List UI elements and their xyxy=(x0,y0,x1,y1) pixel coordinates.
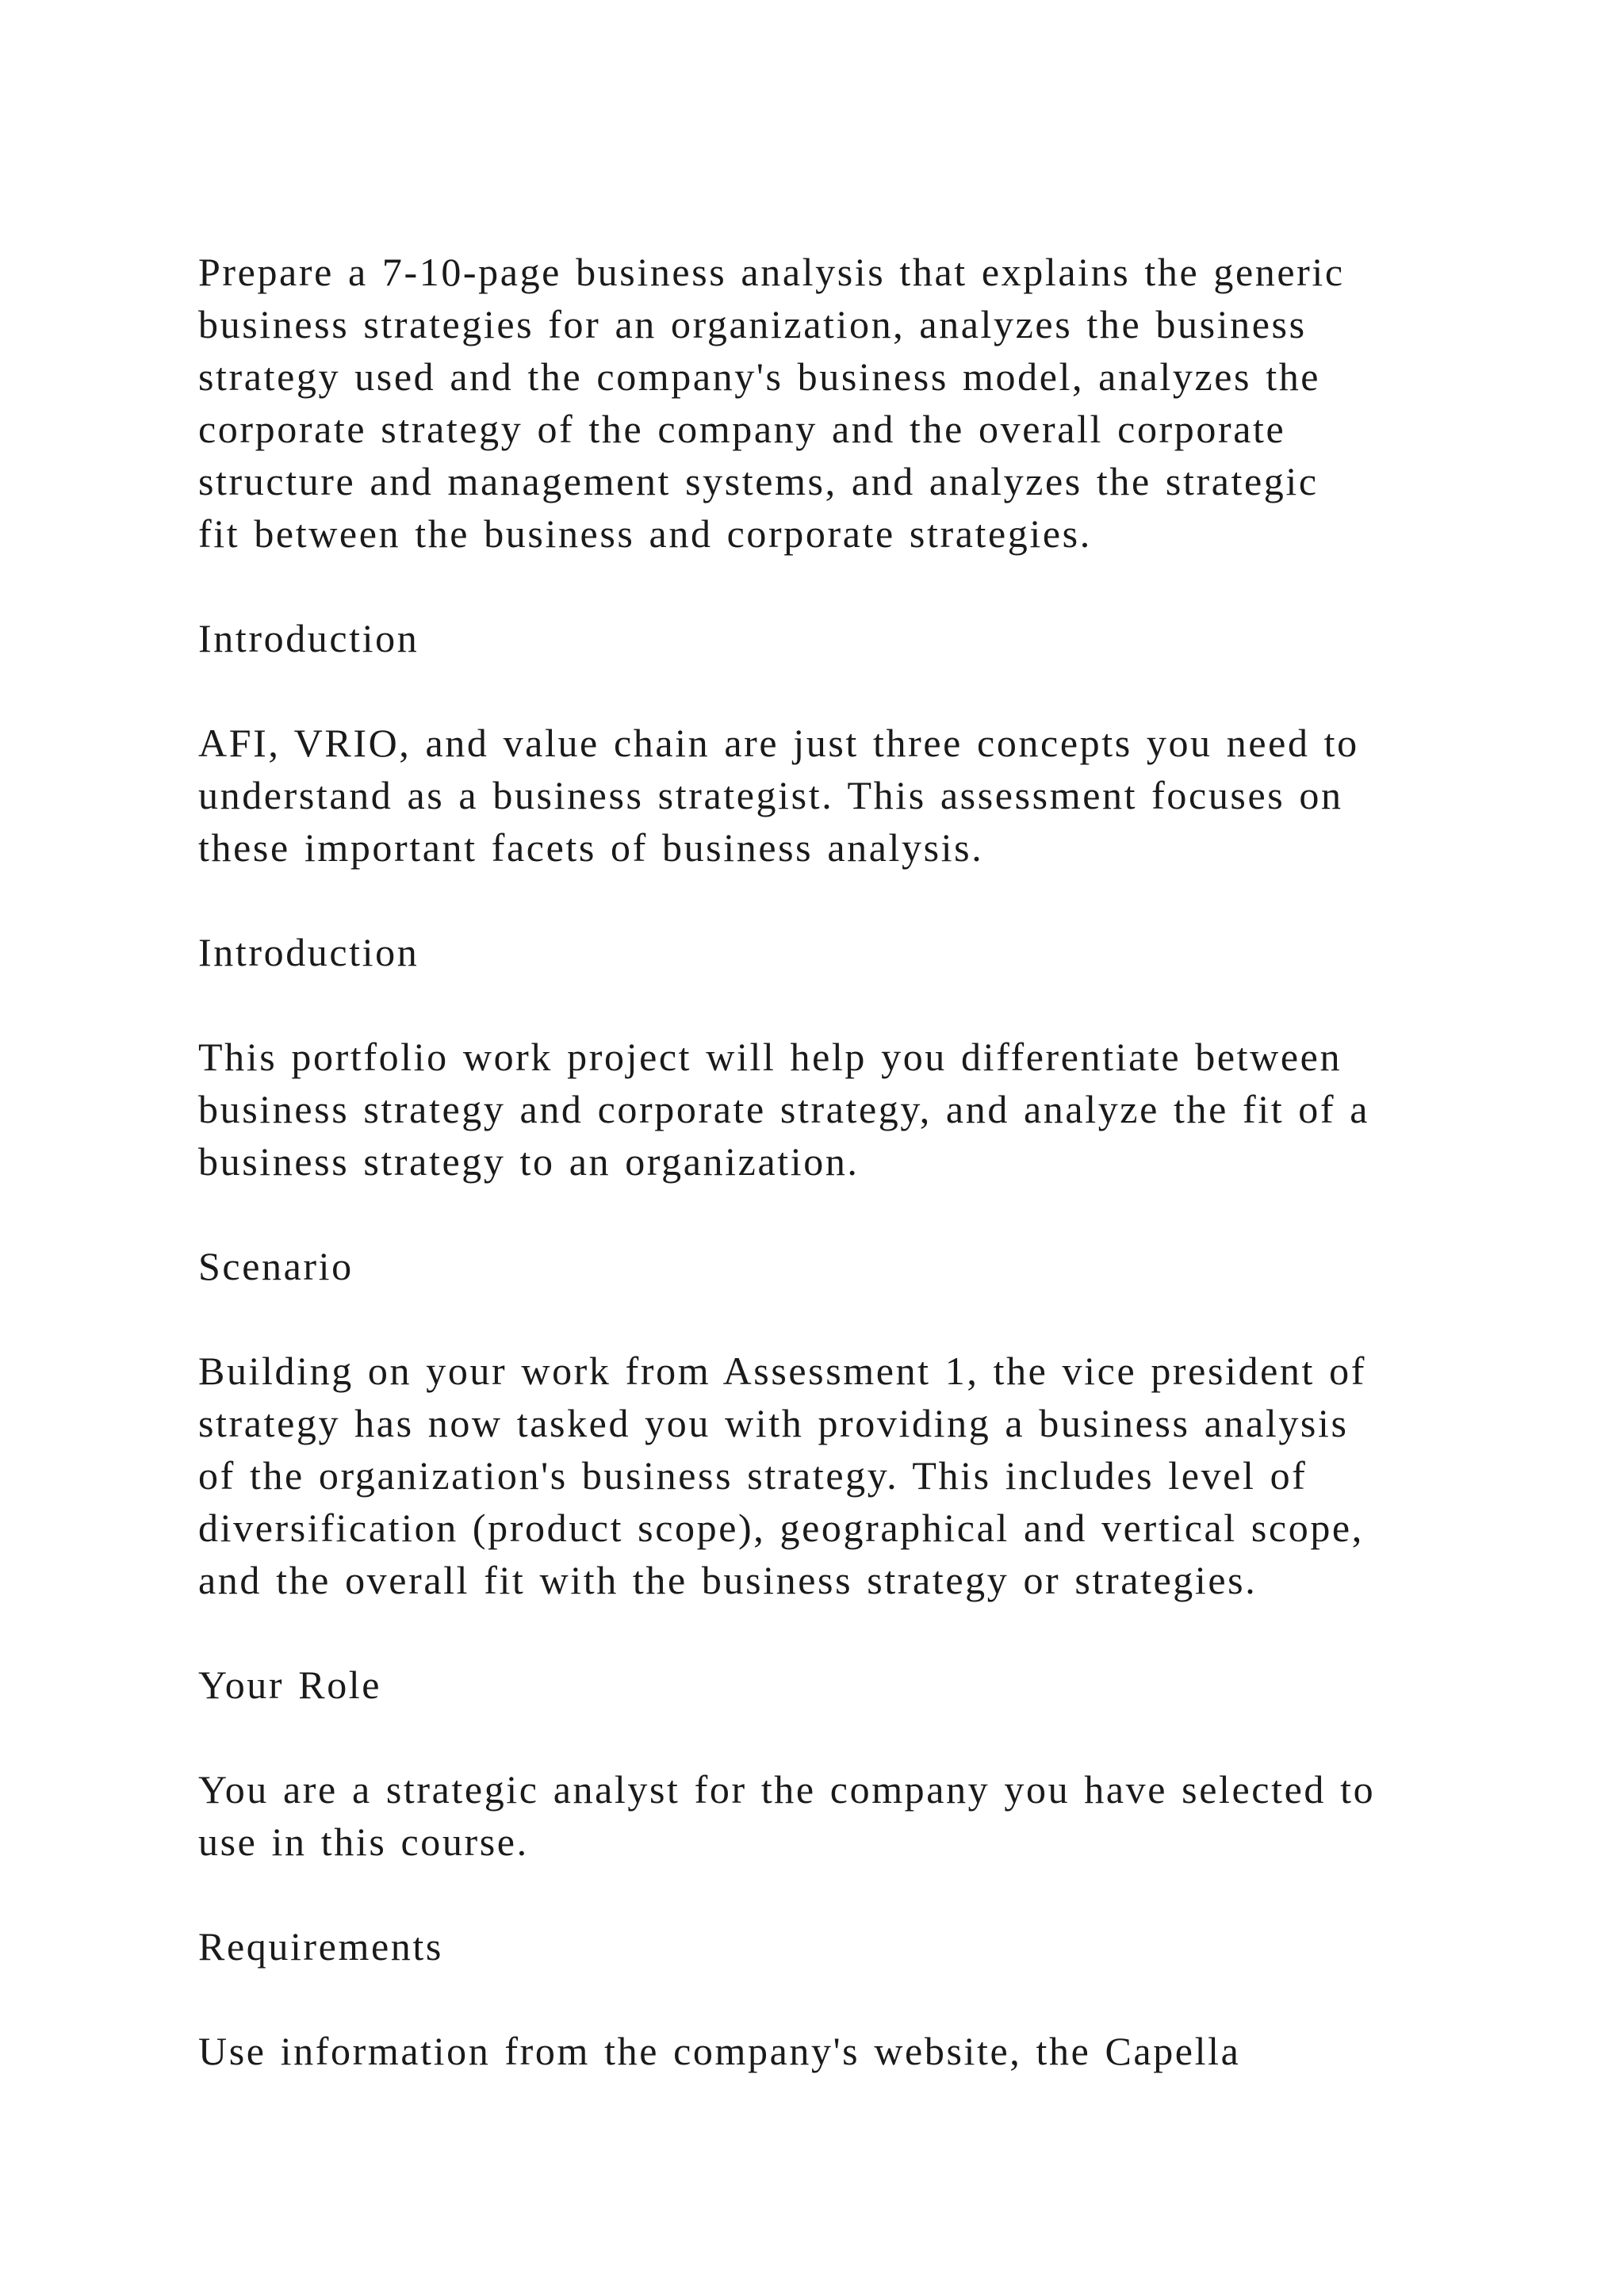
text-line: You are a strategic analyst for the company you have selected to xyxy=(198,1767,1376,1812)
text-line: of the organization's business strategy. This includes level of xyxy=(198,1453,1308,1498)
text-line: AFI, VRIO, and value chain are just three concepts you need to xyxy=(198,721,1359,765)
text-line: understand as a business strategist. This assessment focuses on xyxy=(198,773,1343,817)
intro-paragraph xyxy=(198,246,1467,560)
text-line: Prepare a 7-10-page business analysis that explains the generic xyxy=(198,250,1345,294)
text-line: these important facets of business analysis. xyxy=(198,825,984,870)
text-line: business strategy to an organization. xyxy=(198,1139,860,1184)
scenario-paragraph xyxy=(198,1345,1467,1606)
requirements-paragraph xyxy=(198,2025,1467,2077)
heading-requirements: Requirements xyxy=(198,1924,443,1969)
heading-introduction: Introduction xyxy=(198,616,419,660)
text-line: strategy has now tasked you with providing a business analysis xyxy=(198,1401,1349,1445)
introduction-second-paragraph xyxy=(198,1031,1467,1188)
heading-your-role: Your Role xyxy=(198,1663,382,1707)
text-line: This portfolio work project will help you differentiate between xyxy=(198,1035,1342,1079)
text-line: diversification (product scope), geographical and vertical scope, xyxy=(198,1506,1364,1550)
text-line: fit between the business and corporate strategies. xyxy=(198,511,1092,556)
text-line: and the overall fit with the business strategy or strategies. xyxy=(198,1558,1258,1602)
text-line: Building on your work from Assessment 1, the vice president of xyxy=(198,1349,1366,1393)
role-paragraph xyxy=(198,1763,1467,1868)
heading-introduction-second: Introduction xyxy=(198,930,419,974)
document-body xyxy=(198,246,1467,2130)
text-line: business strategy and corporate strategy, and analyze the fit of a xyxy=(198,1087,1370,1131)
text-line: strategy used and the company's business model, analyzes the xyxy=(198,354,1321,399)
text-line: structure and management systems, and analyzes the strategic xyxy=(198,459,1319,503)
text-line: business strategies for an organization, analyzes the business xyxy=(198,302,1307,346)
text-line: use in this course. xyxy=(198,1820,529,1864)
text-line: Use information from the company's website, the Capella xyxy=(198,2029,1241,2073)
introduction-paragraph xyxy=(198,717,1467,874)
text-line: corporate strategy of the company and the overall corporate xyxy=(198,407,1286,451)
heading-scenario: Scenario xyxy=(198,1244,354,1288)
